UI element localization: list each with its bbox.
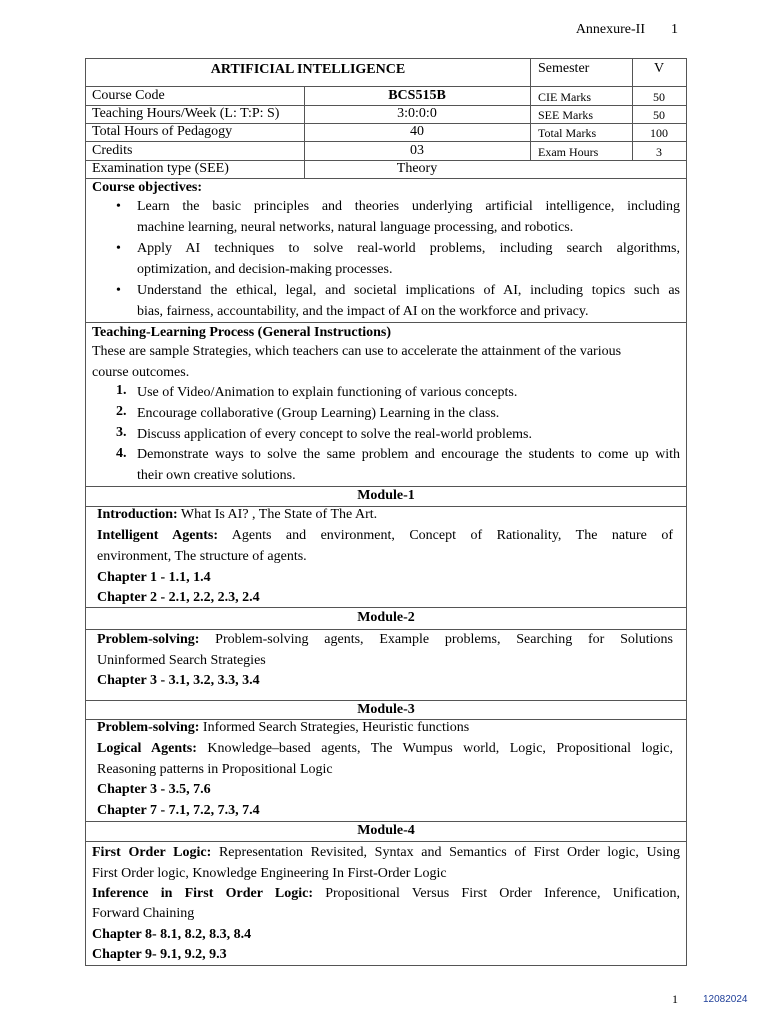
bullet-icon: • bbox=[116, 283, 121, 298]
module-3-logical bbox=[97, 739, 673, 760]
topic-heading: Inference in First Order Logic: bbox=[92, 886, 313, 901]
tlp-intro-cont: course outcomes. bbox=[92, 365, 190, 380]
topic-heading: Problem-solving: bbox=[97, 632, 200, 647]
tlp-item-cont: their own creative solutions. bbox=[137, 468, 296, 483]
col-divider bbox=[530, 59, 531, 160]
topic-text: Knowledge–based agents, The Wumpus world, Logic, Propositional logic, bbox=[196, 741, 673, 756]
objective-item: Understand the ethical, legal, and societal implications of AI, including topics such as bbox=[137, 283, 680, 298]
exam-type-value: Theory bbox=[396, 161, 438, 176]
tlp-heading: Teaching-Learning Process (General Instructions) bbox=[92, 325, 392, 340]
credits-label: Credits bbox=[92, 143, 133, 158]
topic-text: Problem-solving agents, Example problems, Searching for Solutions bbox=[199, 632, 673, 647]
footer-page-number: 1 bbox=[672, 992, 678, 1006]
see-marks-label: SEE Marks bbox=[538, 108, 593, 122]
tlp-number: 1. bbox=[116, 383, 127, 398]
topic-heading: Introduction: bbox=[97, 507, 178, 522]
objective-item-cont: bias, fairness, accountability, and the impact of AI on the workforce and privacy. bbox=[137, 304, 589, 319]
topic-text: What Is AI? , The State of The Art. bbox=[177, 507, 378, 522]
tlp-item: Encourage collaborative (Group Learning) Learning in the class. bbox=[137, 406, 500, 421]
pedagogy-hours-label: Total Hours of Pedagogy bbox=[92, 124, 233, 139]
topic-text: Informed Search Strategies, Heuristic functions bbox=[199, 720, 470, 735]
teaching-hours-label: Teaching Hours/Week (L: T:P: S) bbox=[92, 106, 280, 121]
tlp-item: Use of Video/Animation to explain functioning of various concepts. bbox=[137, 385, 518, 400]
topic-heading: Intelligent Agents: bbox=[97, 528, 219, 543]
page-header bbox=[576, 22, 678, 38]
module-2-title: Module-2 bbox=[357, 610, 415, 625]
objective-item-cont: machine learning, neural networks, natural language processing, and robotics. bbox=[137, 220, 574, 235]
module-4-title: Module-4 bbox=[357, 823, 415, 838]
rule bbox=[86, 841, 686, 842]
topic-heading: First Order Logic: bbox=[92, 845, 212, 860]
module-4-inference bbox=[92, 884, 680, 905]
topic-heading: Logical Agents: bbox=[97, 741, 197, 756]
cie-marks-value: 50 bbox=[653, 90, 665, 104]
semester-value: V bbox=[653, 61, 665, 76]
module-1-intro bbox=[97, 505, 377, 526]
total-marks-label: Total Marks bbox=[538, 126, 597, 140]
module-4-inference-cont: Forward Chaining bbox=[92, 906, 195, 921]
module-1-agents bbox=[97, 526, 673, 547]
footer-document-code: 12082024 bbox=[703, 994, 748, 1005]
module-2-chapter: Chapter 3 - 3.1, 3.2, 3.3, 3.4 bbox=[97, 673, 260, 688]
total-marks-value: 100 bbox=[650, 126, 668, 140]
module-1-title: Module-1 bbox=[357, 488, 415, 503]
module-4-fol-cont: First Order logic, Knowledge Engineering In First-Order Logic bbox=[92, 866, 447, 881]
bullet-icon: • bbox=[116, 199, 121, 214]
exam-hours-value: 3 bbox=[656, 145, 662, 159]
objectives-heading: Course objectives: bbox=[92, 180, 203, 195]
topic-text: Representation Revisited, Syntax and Semantics of First Order logic, Using bbox=[211, 845, 680, 860]
objective-item: Apply AI techniques to solve real-world problems, including search algorithms, bbox=[137, 241, 680, 256]
pedagogy-hours-value: 40 bbox=[410, 124, 424, 139]
header-page-number: 1 bbox=[671, 22, 678, 37]
module-4-chapter: Chapter 9- 9.1, 9.2, 9.3 bbox=[92, 947, 227, 962]
course-code-value: BCS515B bbox=[388, 88, 446, 103]
module-3-title: Module-3 bbox=[357, 702, 415, 717]
exam-hours-label: Exam Hours bbox=[538, 145, 599, 159]
topic-heading: Problem-solving: bbox=[97, 720, 200, 735]
credits-value: 03 bbox=[410, 143, 424, 158]
semester-label: Semester bbox=[538, 61, 590, 76]
module-3-chapter: Chapter 3 - 3.5, 7.6 bbox=[97, 782, 211, 797]
module-3-topic bbox=[97, 718, 469, 739]
topic-text: Agents and environment, Concept of Rationality, The nature of bbox=[218, 528, 674, 543]
module-2-topic-cont: Uninformed Search Strategies bbox=[97, 653, 266, 668]
syllabus-table bbox=[85, 58, 687, 966]
tlp-number: 4. bbox=[116, 446, 127, 461]
annexure-label: Annexure-II bbox=[575, 22, 645, 37]
module-3-chapter: Chapter 7 - 7.1, 7.2, 7.3, 7.4 bbox=[97, 803, 260, 818]
module-1-chapter: Chapter 1 - 1.1, 1.4 bbox=[97, 570, 211, 585]
exam-type-label: Examination type (SEE) bbox=[92, 161, 229, 176]
module-2-topic bbox=[97, 630, 673, 651]
tlp-intro: These are sample Strategies, which teachers can use to accelerate the attainment of the various bbox=[92, 344, 622, 359]
cie-marks-label: CIE Marks bbox=[538, 90, 591, 104]
teaching-hours-value: 3:0:0:0 bbox=[397, 106, 437, 121]
topic-text: Propositional Versus First Order Inference, Unification, bbox=[313, 886, 681, 901]
course-title: ARTIFICIAL INTELLIGENCE bbox=[210, 62, 406, 77]
see-marks-value: 50 bbox=[653, 108, 665, 122]
objective-item-cont: optimization, and decision-making processes. bbox=[137, 262, 393, 277]
module-4-fol bbox=[92, 843, 680, 864]
module-1-agents-cont: environment, The structure of agents. bbox=[97, 549, 307, 564]
course-code-label: Course Code bbox=[92, 88, 165, 103]
objective-item: Learn the basic principles and theories underlying artificial intelligence, including bbox=[137, 199, 680, 214]
tlp-number: 2. bbox=[116, 404, 127, 419]
module-4-chapter: Chapter 8- 8.1, 8.2, 8.3, 8.4 bbox=[92, 927, 252, 942]
tlp-item: Demonstrate ways to solve the same problem and encourage the students to come up with bbox=[137, 447, 680, 462]
tlp-item: Discuss application of every concept to solve the real-world problems. bbox=[137, 427, 532, 442]
module-1-chapter: Chapter 2 - 2.1, 2.2, 2.3, 2.4 bbox=[97, 590, 260, 605]
module-3-logical-cont: Reasoning patterns in Propositional Logic bbox=[97, 762, 333, 777]
tlp-number: 3. bbox=[116, 425, 127, 440]
bullet-icon: • bbox=[116, 241, 121, 256]
